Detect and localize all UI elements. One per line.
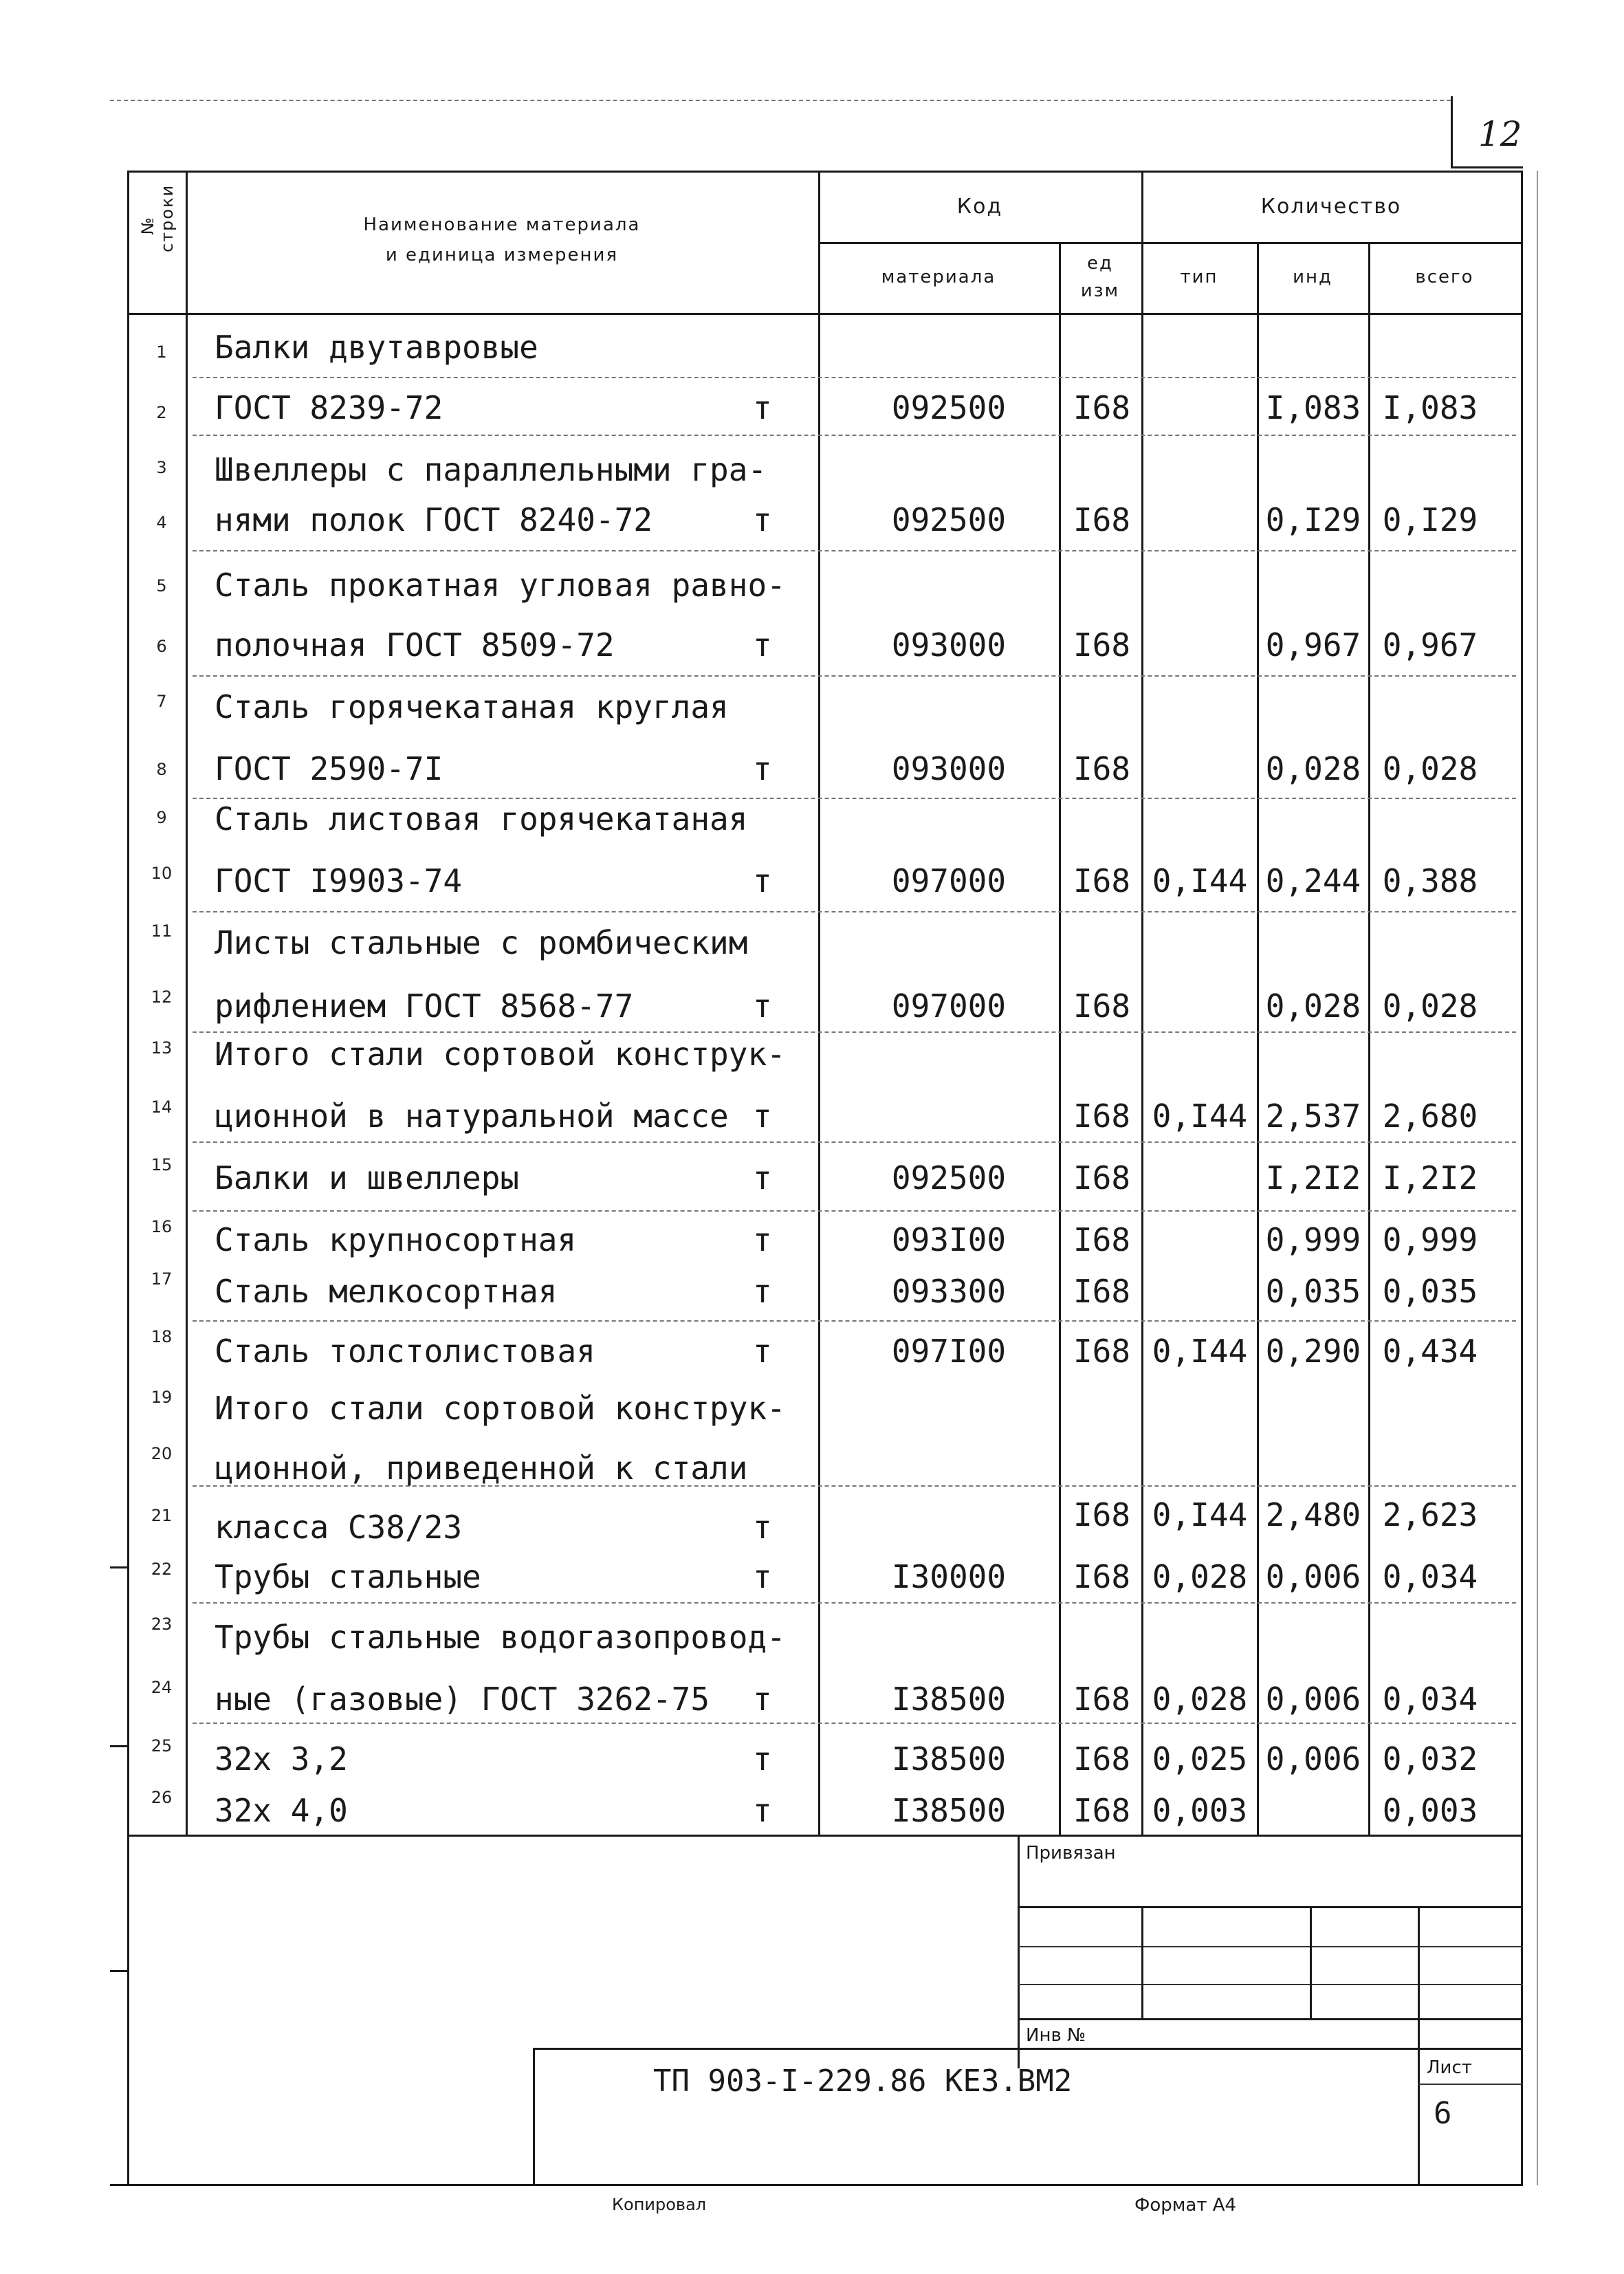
col-rownum-divider [186,171,188,1835]
stamp-line [1018,1946,1523,1947]
material-name: 32x 3,2 [215,1740,348,1778]
header-row-number: № строки [138,184,177,252]
privyazan-label: Привязан [1026,1843,1116,1863]
material-code: 093I00 [891,1221,1007,1258]
row-separator [193,1031,1516,1033]
header-mid-line [818,242,1523,244]
material-name: класса С38/23 [215,1509,463,1546]
header-name: Наименование материала [363,215,641,235]
row-number: 22 [151,1560,173,1579]
material-code: 093000 [891,626,1007,664]
unit: т [753,389,772,426]
table-top-border [127,171,1523,173]
unit-code: I68 [1073,1792,1131,1829]
qty-total: 0,028 [1382,750,1478,787]
material-name: ГОСТ 2590-7I [215,750,443,787]
material-name: Листы стальные с ромбическим [215,924,748,961]
material-code: I38500 [891,1740,1007,1778]
stamp-left-border [1018,1835,1020,2068]
unit: т [753,1159,772,1196]
qty-ind: 0,035 [1265,1273,1361,1310]
unit-code: I68 [1073,501,1131,538]
row-number: 6 [156,637,167,656]
stamp-line [1018,2018,1523,2020]
qty-total: 0,028 [1382,987,1478,1025]
qty-total: 0,034 [1382,1558,1478,1595]
material-name: Сталь мелкосортная [215,1273,558,1310]
qty-tip: 0,I44 [1152,1333,1248,1370]
qty-tip: 0,025 [1152,1740,1248,1778]
col-code-divider [1059,244,1061,1835]
qty-tip: 0,I44 [1152,1097,1248,1135]
row-number: 5 [156,576,167,595]
qty-total: 0,003 [1382,1792,1478,1829]
qty-total: 0,I29 [1382,501,1478,538]
edge-mark [110,1566,129,1568]
qty-total: 0,999 [1382,1221,1478,1258]
material-name: рифлением ГОСТ 8568-77 [215,987,634,1025]
material-code: I30000 [891,1558,1007,1595]
header-quantity-total: всего [1415,267,1474,287]
stamp-line [1018,1984,1523,1985]
row-number: 19 [151,1388,173,1407]
qty-ind: 0,967 [1265,626,1361,664]
header-bottom-line [127,313,1523,315]
unit-code: I68 [1073,1333,1131,1370]
unit: т [753,1221,772,1258]
table-right-border [1521,171,1523,2185]
material-code: 092500 [891,501,1007,538]
row-number: 21 [151,1506,173,1525]
unit-code: I68 [1073,1221,1131,1258]
row-number: 15 [151,1155,173,1174]
row-separator [193,798,1516,799]
material-name: Сталь крупносортная [215,1221,577,1258]
material-name: Сталь горячекатаная круглая [215,688,729,725]
qty-ind: 0,006 [1265,1558,1361,1595]
row-number: 20 [151,1444,173,1463]
material-code: 093300 [891,1273,1007,1310]
header-code-material: материала [881,267,996,287]
row-number: 12 [151,987,173,1007]
qty-ind: 0,290 [1265,1333,1361,1370]
material-name: Итого стали сортовой конструк- [215,1390,786,1427]
unit-code: I68 [1073,1681,1131,1718]
sheet-divider [1418,2084,1523,2085]
row-separator [193,435,1516,436]
unit: т [753,1097,772,1135]
row-number: 25 [151,1736,173,1756]
row-number: 7 [156,692,167,711]
title-block-top-border [533,2048,1523,2050]
qty-ind: 2,537 [1265,1097,1361,1135]
inv-no-label: Инв № [1026,2025,1086,2046]
header-quantity: Количество [1260,195,1402,219]
stamp-line [1018,1906,1523,1908]
page-number: 12 [1478,114,1522,154]
qty-total: 0,434 [1382,1333,1478,1370]
unit: т [753,1740,772,1778]
material-name: ционной, приведенной к стали [215,1450,748,1487]
qty-total: I,2I2 [1382,1159,1478,1196]
unit-code: I68 [1073,750,1131,787]
unit: т [753,1273,772,1310]
material-name: Сталь толстолистовая [215,1333,595,1370]
row-number: 2 [156,403,167,422]
qty-tip: 0,I44 [1152,862,1248,899]
material-code: 097000 [891,862,1007,899]
col-ind-divider [1368,244,1370,1835]
qty-ind: 0,244 [1265,862,1361,899]
material-name: Балки двутавровые [215,329,538,366]
col-tip-divider [1257,244,1259,1835]
stamp-divider [1310,1906,1312,2018]
qty-tip: 0,003 [1152,1792,1248,1829]
qty-ind: 0,006 [1265,1740,1361,1778]
row-separator [193,1723,1516,1724]
material-name: 32x 4,0 [215,1792,348,1829]
unit: т [753,501,772,538]
page-number-box-border [1451,96,1453,168]
material-name: ГОСТ 8239-72 [215,389,443,426]
top-edge-dashes [110,100,1451,101]
material-code: 097I00 [891,1333,1007,1370]
unit: т [753,1333,772,1370]
unit: т [753,1509,772,1546]
document-code: ТП 903-I-229.86 КЕЗ.ВМ2 [653,2064,1073,2099]
row-separator [193,1141,1516,1143]
sheet-label: Лист [1427,2057,1472,2078]
row-separator [193,675,1516,677]
qty-ind: 0,999 [1265,1221,1361,1258]
edge-mark [110,1970,129,1972]
qty-total: 0,034 [1382,1681,1478,1718]
row-number: 11 [151,921,173,941]
row-separator [193,377,1516,378]
material-code: I38500 [891,1792,1007,1829]
format-label: Формат А4 [1134,2195,1237,2216]
row-number: 13 [151,1038,173,1058]
material-code: I38500 [891,1681,1007,1718]
qty-total: 0,388 [1382,862,1478,899]
qty-ind: 0,I29 [1265,501,1361,538]
row-number: 4 [156,513,167,532]
qty-total: 2,680 [1382,1097,1478,1135]
material-name: Швеллеры с параллельными гра- [215,451,767,488]
material-name: Итого стали сортовой конструк- [215,1036,786,1073]
material-name: ные (газовые) ГОСТ 3262-75 [215,1681,710,1718]
unit-code: I68 [1073,1273,1131,1310]
header-name-unit: и единица измерения [385,245,619,265]
unit-code: I68 [1073,389,1131,426]
copied-by-label: Копировал [612,2195,707,2214]
qty-total: 0,967 [1382,626,1478,664]
unit: т [753,862,772,899]
unit: т [753,1681,772,1718]
row-separator [193,911,1516,912]
unit: т [753,1792,772,1829]
material-name: полочная ГОСТ 8509-72 [215,626,615,664]
header-code-unit-2: изм [1080,281,1120,301]
col-name-divider [818,171,820,1835]
row-separator [193,550,1516,551]
qty-tip: 0,028 [1152,1558,1248,1595]
material-name: ционной в натуральной массе [215,1097,729,1135]
row-separator [193,1320,1516,1322]
row-number: 14 [151,1097,173,1117]
row-number: 3 [156,458,167,477]
stamp-divider [1418,1906,1420,2185]
qty-ind: 2,480 [1265,1496,1361,1533]
title-block-left-border [533,2048,535,2185]
qty-ind: 0,028 [1265,750,1361,787]
unit-code: I68 [1073,862,1131,899]
material-code: 097000 [891,987,1007,1025]
material-code: 093000 [891,750,1007,787]
row-number: 8 [156,760,167,779]
qty-ind: I,2I2 [1265,1159,1361,1196]
row-separator [193,1602,1516,1604]
unit-code: I68 [1073,1159,1131,1196]
header-code: Код [956,195,1003,219]
unit-code: I68 [1073,987,1131,1025]
qty-ind: 0,028 [1265,987,1361,1025]
unit: т [753,1558,772,1595]
row-number: 24 [151,1678,173,1697]
row-number: 26 [151,1788,173,1807]
qty-ind: I,083 [1265,389,1361,426]
sheet-number: 6 [1434,2096,1452,2131]
stamp-divider [1141,1906,1143,2018]
row-number: 10 [151,864,173,883]
row-number: 23 [151,1615,173,1634]
qty-total: 0,032 [1382,1740,1478,1778]
row-number: 17 [151,1269,173,1289]
page-number-box-bottom [1451,166,1523,168]
material-code: 092500 [891,1159,1007,1196]
right-edge-mark [1537,171,1538,2185]
unit-code: I68 [1073,1496,1131,1533]
material-name: Трубы стальные [215,1558,481,1595]
col-ed-divider [1141,171,1143,1835]
qty-total: 0,035 [1382,1273,1478,1310]
table-left-border [127,171,129,2185]
material-name: Балки и швеллеры [215,1159,520,1196]
qty-tip: 0,I44 [1152,1496,1248,1533]
qty-total: I,083 [1382,389,1478,426]
table-bottom-left-line [127,1835,1021,1837]
qty-tip: 0,028 [1152,1681,1248,1718]
unit-code: I68 [1073,1740,1131,1778]
material-name: ГОСТ I9903-74 [215,862,463,899]
unit-code: I68 [1073,626,1131,664]
page-bottom-border [110,2184,1523,2186]
row-number: 1 [156,342,167,362]
header-quantity-tip: тип [1180,267,1218,287]
unit-code: I68 [1073,1097,1131,1135]
header-quantity-ind: инд [1293,267,1332,287]
material-name: Трубы стальные водогазопровод- [215,1619,786,1656]
stamp-top-border [1018,1835,1523,1837]
unit-code: I68 [1073,1558,1131,1595]
unit: т [753,626,772,664]
row-number: 9 [156,808,167,827]
unit: т [753,750,772,787]
material-name: Сталь прокатная угловая равно- [215,567,786,604]
material-name: нями полок ГОСТ 8240-72 [215,501,652,538]
material-code: 092500 [891,389,1007,426]
qty-ind: 0,006 [1265,1681,1361,1718]
row-separator [193,1210,1516,1212]
edge-mark [110,1745,129,1747]
material-name: Сталь листовая горячекатаная [215,800,748,838]
header-code-unit-1: ед [1087,253,1113,274]
row-number: 18 [151,1327,173,1346]
row-number: 16 [151,1217,173,1236]
unit: т [753,987,772,1025]
qty-total: 2,623 [1382,1496,1478,1533]
